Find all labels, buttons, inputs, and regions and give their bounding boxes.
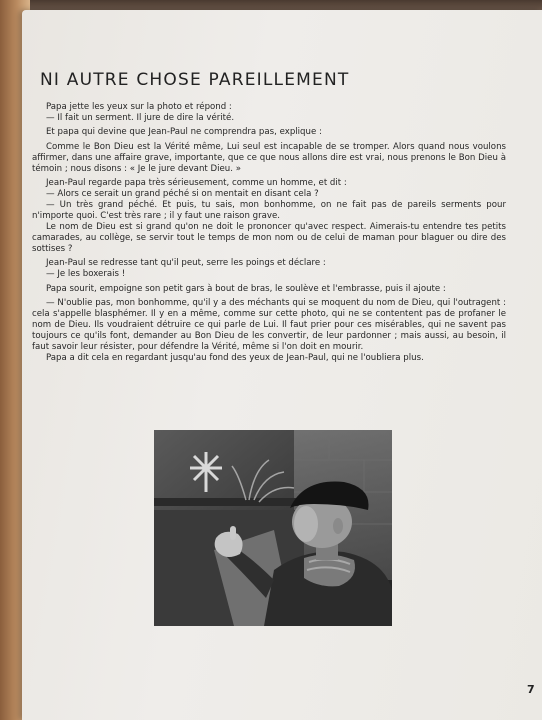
- photo-man-taking-oath: [154, 430, 392, 626]
- paragraph: Jean-Paul regarde papa très sérieusement, comme un homme, et dit :: [46, 178, 347, 189]
- body-text: [32, 102, 506, 367]
- paragraph: — Alors ce serait un grand péché si on mentait en disant cela ?: [46, 189, 319, 200]
- paragraph: — Il fait un serment. Il jure de dire la vérité.: [46, 112, 235, 123]
- page-number: 7: [527, 683, 535, 696]
- paragraph: Jean-Paul se redresse tant qu'il peut, serre les poings et déclare :: [46, 258, 326, 269]
- paragraph: Papa sourit, empoigne son petit gars à bout de bras, le soulève et l'embrasse, puis il ajoute :: [46, 283, 446, 294]
- paragraph: Papa a dit cela en regardant jusqu'au fond des yeux de Jean-Paul, qui ne l'oubliera plus.: [46, 352, 424, 363]
- paragraph: — Je les boxerais !: [46, 269, 126, 280]
- paragraph: Comme le Bon Dieu est la Vérité même, Lui seul est incapable de se tromper. Alors quand nous voulons affirmer, dans une affaire grave, importante, que ce que nous allons dire est vrai, nous prenons le Bon Dieu à témoin ; nous disons : « Je le jure devant Dieu. »: [32, 141, 506, 174]
- paragraph: Papa jette les yeux sur la photo et répond :: [46, 102, 232, 112]
- paragraph: Le nom de Dieu est si grand qu'on ne doit le prononcer qu'avec respect. Aimerais-tu entendre tes petits camarades, au collège, se servir tout le temps de mon nom ou de celui de maman pour blaguer ou dire des sottises ?: [32, 221, 506, 254]
- paragraph: — Un très grand péché. Et puis, tu sais, mon bonhomme, on ne fait pas de pareils serments pour n'importe quoi. C'est très rare ; il y faut une raison grave.: [32, 200, 506, 221]
- paragraph: Et papa qui devine que Jean-Paul ne comprendra pas, explique :: [46, 127, 322, 138]
- paragraph: — N'oublie pas, mon bonhomme, qu'il y a des méchants qui se moquent du nom de Dieu, qui l'outragent : cela s'appelle blasphémer. Il y en a même, comme sur cette photo, qui ne se contentent pas de profaner le nom de Dieu. Ils voudraient détruire ce qui parle de Lui. Il faut prier pour ces misérables, qui ne savent pas toujours ce qu'ils font, demander au Bon Dieu de les convertir, de leur pardonner ; mais aussi, au besoin, il faut savoir leur résister, pour défendre la Vérité, même si l'on doit en mourir.: [32, 298, 506, 352]
- page-title: NI AUTRE CHOSE PAREILLEMENT: [40, 70, 350, 90]
